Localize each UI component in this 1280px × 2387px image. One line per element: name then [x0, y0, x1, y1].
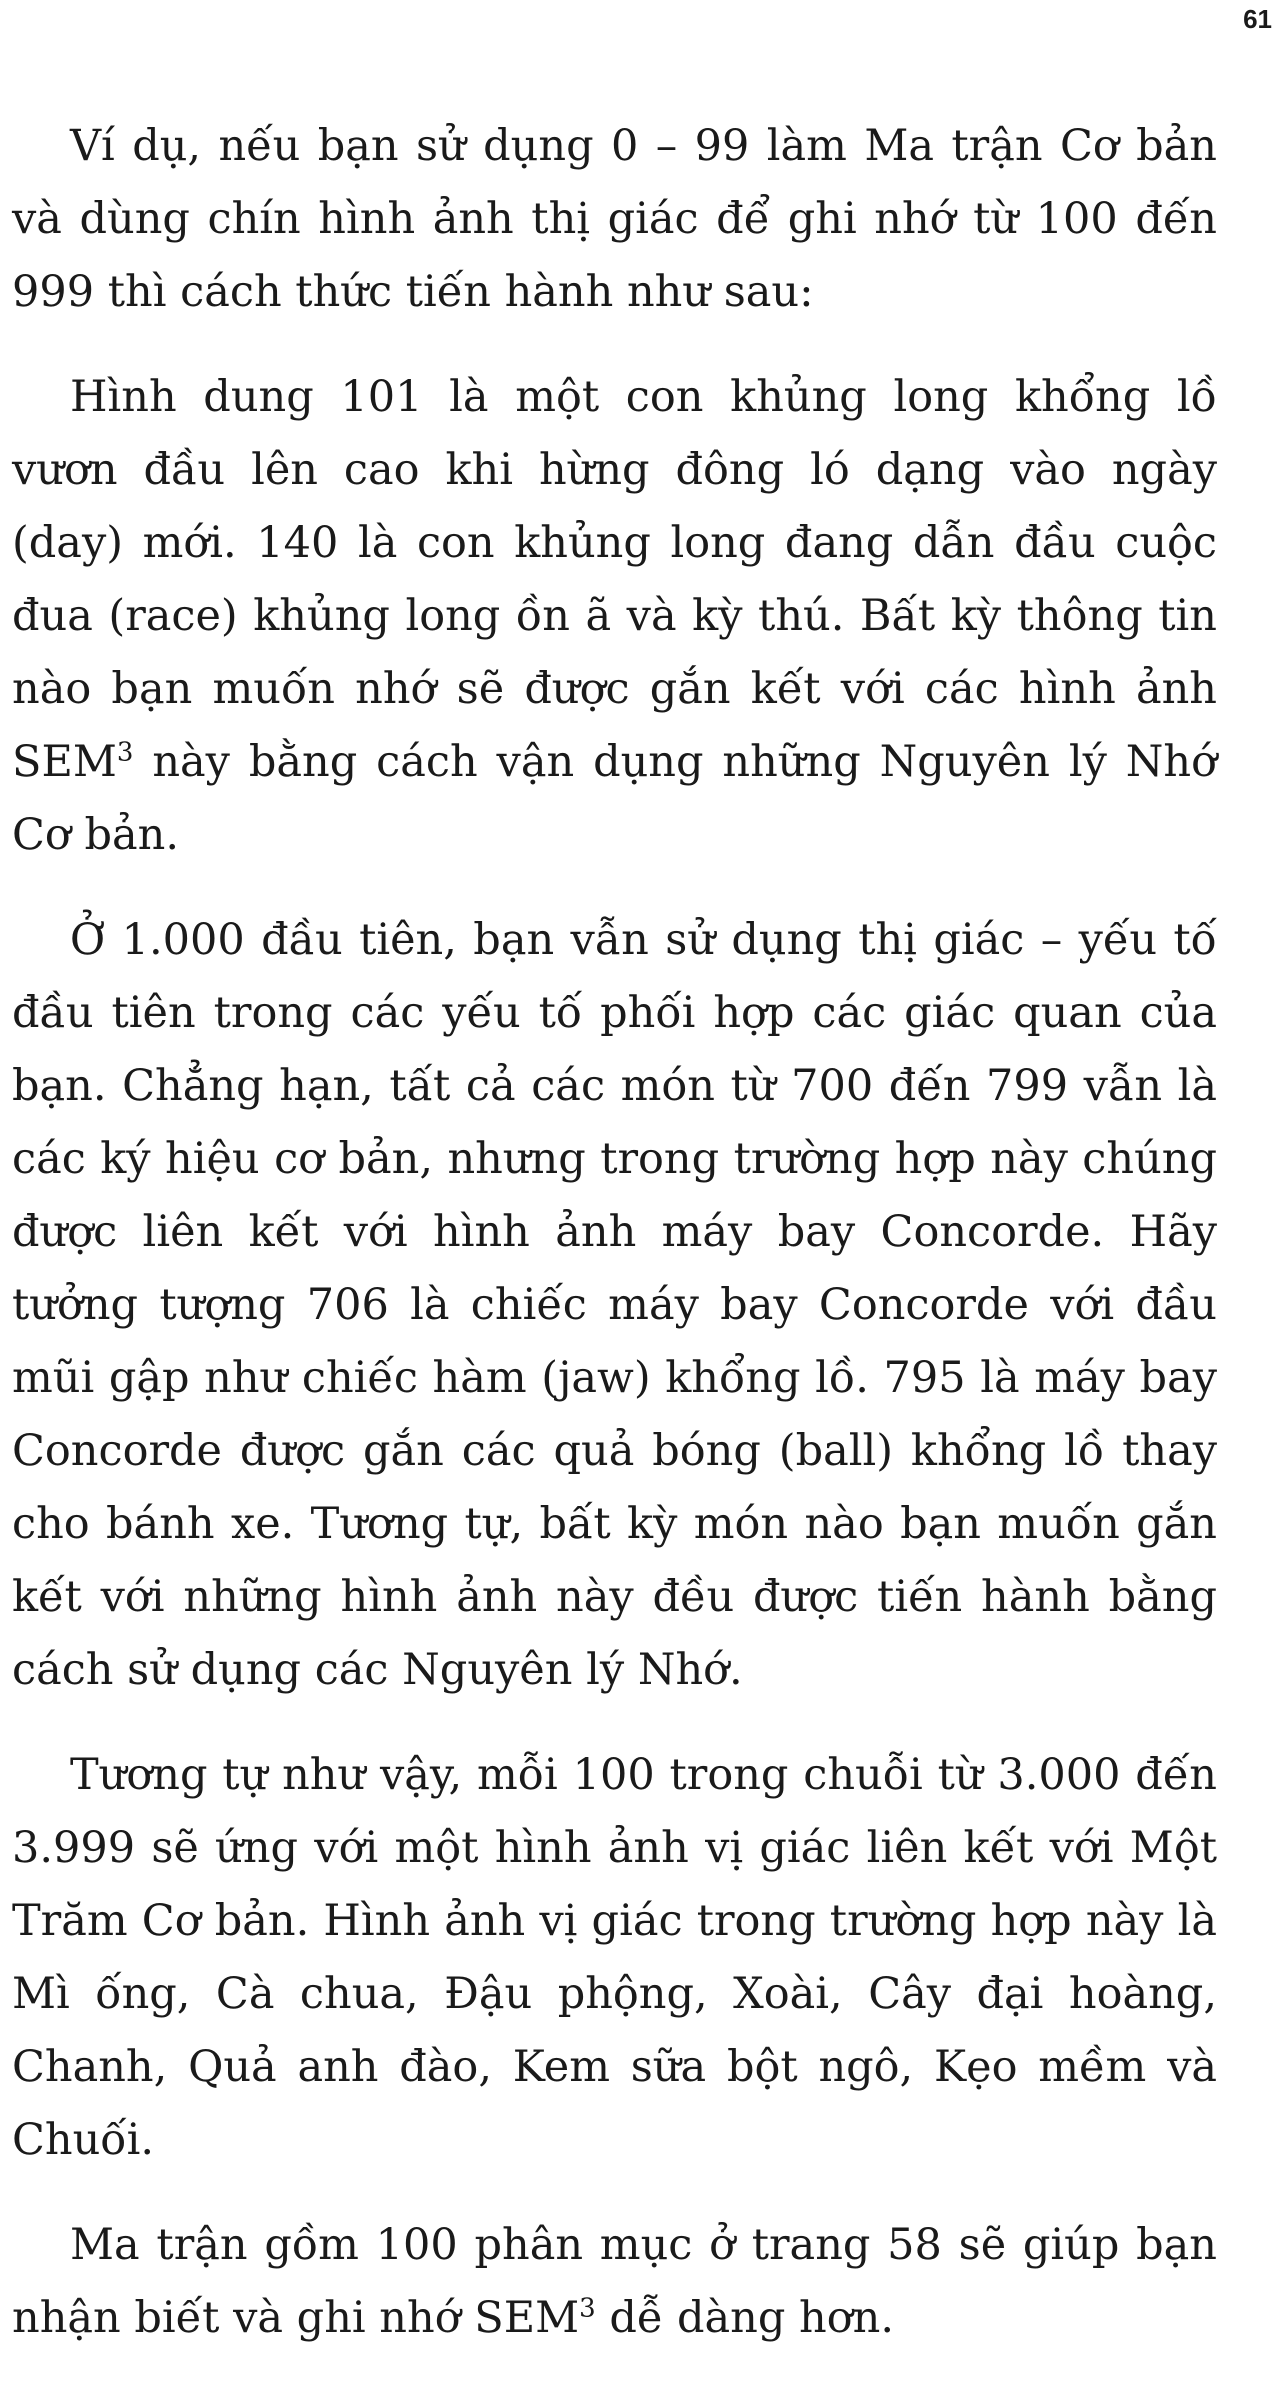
paragraph-text: này bằng cách vận dụng những Nguyên lý Nhớ Cơ bản. [12, 737, 1217, 860]
paragraph-text: Ở 1.000 đầu tiên, bạn vẫn sử dụng thị giác – yếu tố đầu tiên trong các yếu tố phối hợp các giác quan của bạn. Chẳng hạn, tất cả các món từ 700 đến 799 vẫn là các ký hiệu cơ bản, nhưng trong trường hợp này chúng được liên kết với hình ảnh máy bay Concorde. Hãy tưởng tượng 706 là chiếc máy bay Concorde với đầu mũi gập như chiếc hàm (jaw) khổng lồ. 795 là máy bay Concorde được gắn các quả bóng (ball) khổng lồ thay cho bánh xe. Tương tự, bất kỳ món nào bạn muốn gắn kết với những hình ảnh này đều được tiến hành bằng cách sử dụng các Nguyên lý Nhớ. [12, 915, 1217, 1695]
superscript: 3 [579, 2293, 596, 2324]
paragraph-text: Tương tự như vậy, mỗi 100 trong chuỗi từ 3.000 đến 3.999 sẽ ứng với một hình ảnh vị giác liên kết với Một Trăm Cơ bản. Hình ảnh vị giác trong trường hợp này là Mì ống, Cà chua, Đậu phộng, Xoài, Cây đại hoàng, Chanh, Quả anh đào, Kem sữa bột ngô, Kẹo mềm và Chuối. [12, 1750, 1217, 2165]
paragraph-4 [12, 1739, 1217, 2177]
page-number: 61 [1243, 4, 1272, 34]
paragraph-text: dễ dàng hơn. [595, 2293, 894, 2343]
paragraph-2 [12, 361, 1217, 872]
paragraph-text: Hình dung 101 là một con khủng long khổng lồ vươn đầu lên cao khi hừng đông ló dạng vào ngày (day) mới. 140 là con khủng long đang dẫn đầu cuộc đua (race) khủng long ồn ã và kỳ thú. Bất kỳ thông tin nào bạn muốn nhớ sẽ được gắn kết với các hình ảnh SEM [12, 372, 1217, 787]
paragraph-3 [12, 904, 1217, 1707]
paragraph-text: Ví dụ, nếu bạn sử dụng 0 – 99 làm Ma trận Cơ bản và dùng chín hình ảnh thị giác để ghi nhớ từ 100 đến 999 thì cách thức tiến hành như sau: [12, 121, 1217, 317]
paragraph-1 [12, 110, 1217, 329]
body-text [12, 110, 1217, 2387]
paragraph-text: Ma trận gồm 100 phân mục ở trang 58 sẽ giúp bạn nhận biết và ghi nhớ SEM [12, 2220, 1217, 2343]
superscript: 3 [116, 737, 134, 768]
paragraph-5 [12, 2209, 1217, 2355]
